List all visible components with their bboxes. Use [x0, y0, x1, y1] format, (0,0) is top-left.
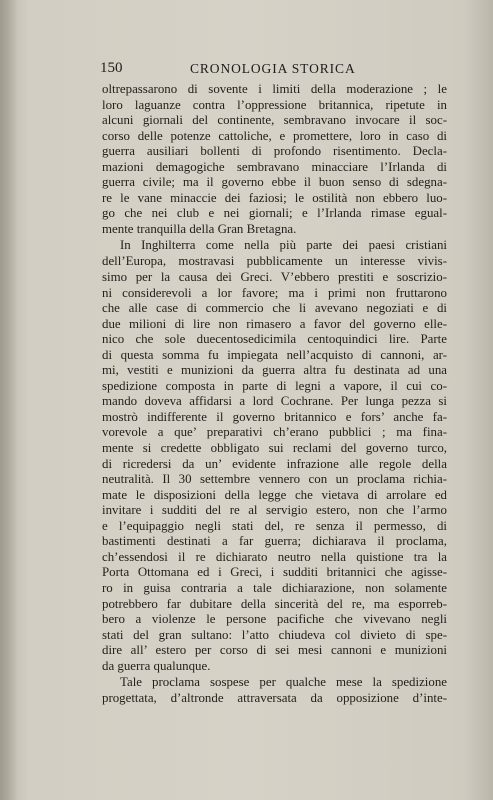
text-line: dire all’ estero per corso di sei mesi cannoni e munizioni [102, 643, 447, 658]
text-line: guerra ausiliari bollenti di profondo risentimento. Decla- [102, 144, 447, 159]
text-line: potrebbero far dubitare della sincerità del re, ma esporreb- [102, 596, 447, 611]
text-line: mente si credette obbligato sui reclami del governo turco, [102, 441, 447, 456]
text-line: go che nei club e nei giornali; e l’Irlanda rimase egual- [102, 206, 447, 221]
text-line: di questa somma fu impiegata nell’acquisto di cannoni, ar- [102, 347, 447, 362]
text-line: mando doveva affidarsi a lord Cochrane. Per lunga pezza si [102, 394, 447, 409]
spine-shadow [0, 0, 18, 800]
text-line: progettata, d’altronde attraversata da opposizione d’inte- [102, 691, 447, 706]
page-number: 150 [100, 60, 123, 76]
text-line: spedizione composta in parte di legni a vapore, il cui co- [102, 378, 447, 393]
text-line: alcuni giornali del continente, sembravano invocare il soc- [102, 113, 447, 128]
text-line: da guerra qualunque. [102, 658, 211, 673]
body-text [102, 82, 447, 707]
text-line: neutralità. Il 30 settembre vennero con un proclama richia- [102, 472, 447, 487]
text-line: stati del gran sultano: l’atto chiudeva col divieto di spe- [102, 627, 447, 642]
text-line: mostrò indifferente il governo britannico e fors’ anche fa- [102, 409, 447, 424]
text-line: che alle case di commercio che li avevano negoziati e di [102, 301, 447, 316]
text-line: e l’equipaggio negli stati del, re senza il permesso, di [102, 518, 447, 533]
text-line: nico che sole duecentosedicimila centoquindici lire. Parte [102, 332, 447, 347]
text-line: bero a violenze le persone pacifiche che vivevano negli [102, 612, 447, 627]
text-line: dell’Europa, mostravasi pubblicamente un interesse vivis- [102, 254, 447, 269]
text-line: invitare i sudditi del re al servigio estero, non che l’armo [102, 503, 447, 518]
text-line: mi, vestiti e munizioni da guerra altra fu destinata ad una [102, 363, 447, 378]
text-line: guerra civile; ma il governo ebbe il buon senso di sdegna- [102, 175, 447, 190]
text-line: mente tranquilla della Gran Bretagna. [102, 221, 297, 236]
text-line: Porta Ottomana ed i Greci, i sudditi britannici che agisse- [102, 565, 447, 580]
text-line: due milioni di lire non rimasero a favor del governo elle- [102, 316, 447, 331]
text-line: di ricredersi da un’ evidente infrazione alle regole della [102, 456, 447, 471]
text-line: re le vane minaccie dei faziosi; le ostilità non ebbero luo- [102, 190, 447, 205]
text-line: mazioni demagogiche sembravano minacciare l’Irlanda di [102, 159, 447, 174]
text-line: simo per la causa dei Greci. V’ebbero prestiti e soscrizio- [102, 270, 447, 285]
text-line: corso delle potenze cattoliche, e promettere, loro in caso di [102, 128, 447, 143]
running-title: CRONOLOGIA STORICA [190, 61, 356, 76]
text-line: loro laguanze contra l’oppressione britannica, ripetute in [102, 97, 447, 112]
text-line: vorevole a que’ preparativi ch’erano pubblici ; ma fina- [102, 425, 447, 440]
text-line: ni considerevoli a lor favore; ma i primi non fruttarono [102, 285, 447, 300]
text-line: ro in guisa contraria a tale dichiarazione, non solamente [102, 580, 447, 595]
text-line: ch’essendosi il re dichiarato neutro nella quistione tra la [102, 549, 447, 564]
text-line: Tale proclama sospese per qualche mese la spedizione [120, 675, 447, 690]
text-line: bastimenti destinati a far guerra; dichiarava il proclama, [102, 534, 447, 549]
text-line: mate le disposizioni della legge che vietava di arrolare ed [102, 487, 447, 502]
page-header [100, 60, 450, 80]
text-line: oltrepassarono di sovente i limiti della moderazione ; le [102, 82, 447, 96]
text-line: In Inghilterra come nella più parte dei paesi cristiani [120, 238, 447, 253]
